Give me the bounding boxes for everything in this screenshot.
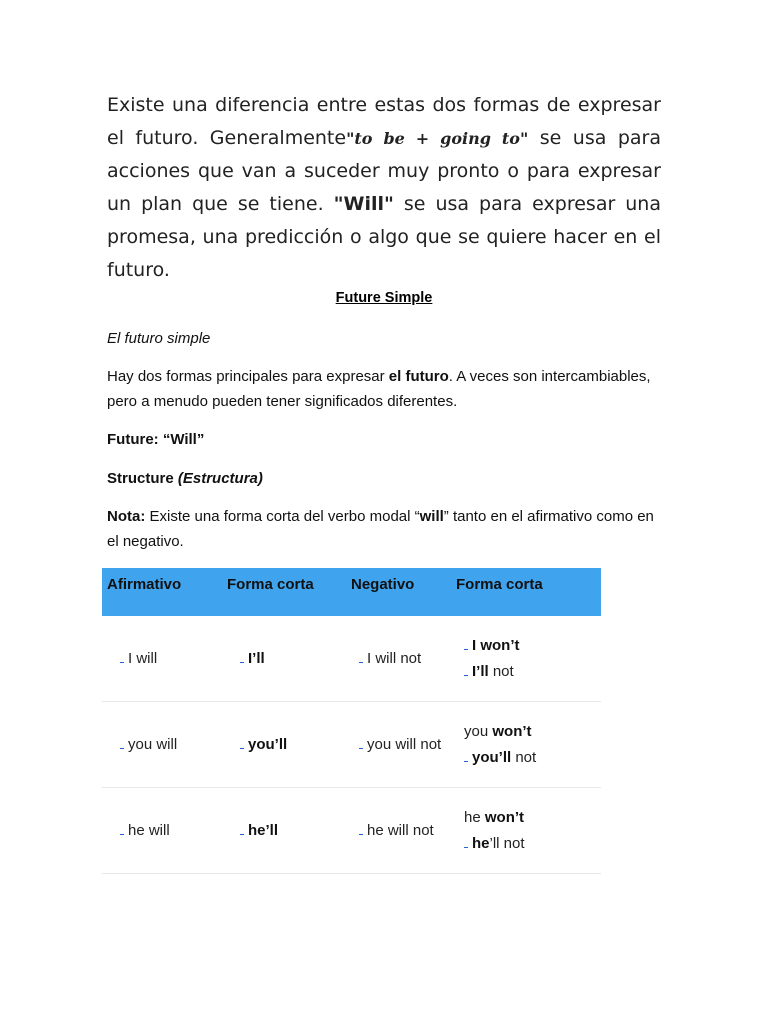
cell-text: he — [472, 834, 490, 852]
nota-label: Nota: — [107, 508, 146, 525]
nota-bold-will: will — [419, 508, 444, 525]
cell-neg-short — [451, 616, 601, 702]
cell-short — [222, 702, 346, 788]
header-forma-corta: Forma corta — [222, 568, 346, 616]
will-word: "Will" — [333, 193, 394, 215]
going-to-phrase: "to be + going to" — [346, 129, 529, 148]
future-will-label: Future: “Will” — [107, 431, 205, 448]
cell-text: you’ll — [248, 735, 288, 753]
header-afirmativo: Afirmativo — [102, 568, 222, 616]
cell-neg — [346, 616, 451, 702]
cell-text: he’ll — [248, 821, 279, 839]
cell-text: he — [464, 808, 485, 826]
structure-label: Structure — [107, 470, 178, 487]
nota-text-c: ” tanto en el afirmativo como en el negativo. — [107, 508, 654, 550]
intro-text-2: se usa para acciones que van a suceder muy pronto o para expresar un plan que se tiene. — [107, 127, 662, 215]
cell-aff — [102, 616, 222, 702]
cell-text: I will — [128, 649, 158, 667]
cell-text: I’ll — [472, 662, 489, 680]
cell-text: not — [488, 662, 514, 680]
para1-text-a: Hay dos formas principales para expresar — [107, 368, 389, 385]
cell-aff — [102, 788, 222, 874]
cell-text: ’ll not — [489, 834, 525, 852]
subtitle: El futuro simple — [107, 330, 211, 347]
table-row — [102, 616, 601, 702]
cell-short — [222, 616, 346, 702]
intro-paragraph — [107, 89, 661, 287]
cell-text: you’ll — [472, 748, 512, 766]
cell-text: not — [511, 748, 537, 766]
para1-bold: el futuro — [388, 368, 449, 385]
cell-text: I will not — [367, 649, 422, 667]
cell-neg-short — [451, 702, 601, 788]
cell-text: won’t — [492, 722, 532, 740]
structure-heading — [107, 466, 667, 491]
cell-text: I won’t — [472, 636, 520, 654]
cell-text: you will not — [367, 735, 442, 753]
intro-text-1: Existe una diferencia entre estas dos formas de expresar el futuro. Generalmente — [107, 94, 661, 149]
cell-text: won’t — [484, 808, 525, 826]
cell-text: I’ll — [248, 649, 265, 667]
cell-neg-short — [451, 788, 601, 874]
intro-rule-paragraph — [107, 364, 667, 414]
structure-italic: (Estructura) — [177, 470, 263, 487]
header-negativo: Negativo — [346, 568, 451, 616]
intro-text-3: se usa para expresar una promesa, una predicción o algo que se quiere hacer en el futuro. — [107, 193, 661, 281]
cell-short — [222, 788, 346, 874]
conjugation-table — [102, 568, 601, 874]
header-forma-corta-neg: Forma corta — [451, 568, 601, 616]
cell-text: he will — [128, 821, 170, 839]
para1-text-c: . A veces son intercambiables, pero a menudo pueden tener significados diferentes. — [107, 368, 651, 410]
cell-text: he will not — [367, 821, 434, 839]
table-row — [102, 702, 601, 788]
section-title: Future Simple — [335, 290, 433, 306]
table-row — [102, 788, 601, 874]
cell-text: you — [464, 722, 493, 740]
table-header-row — [102, 568, 601, 616]
cell-text: you will — [128, 735, 178, 753]
nota-text-a: Existe una forma corta del verbo modal “ — [145, 508, 420, 525]
nota-paragraph — [107, 504, 667, 554]
cell-aff — [102, 702, 222, 788]
cell-neg — [346, 788, 451, 874]
cell-neg — [346, 702, 451, 788]
